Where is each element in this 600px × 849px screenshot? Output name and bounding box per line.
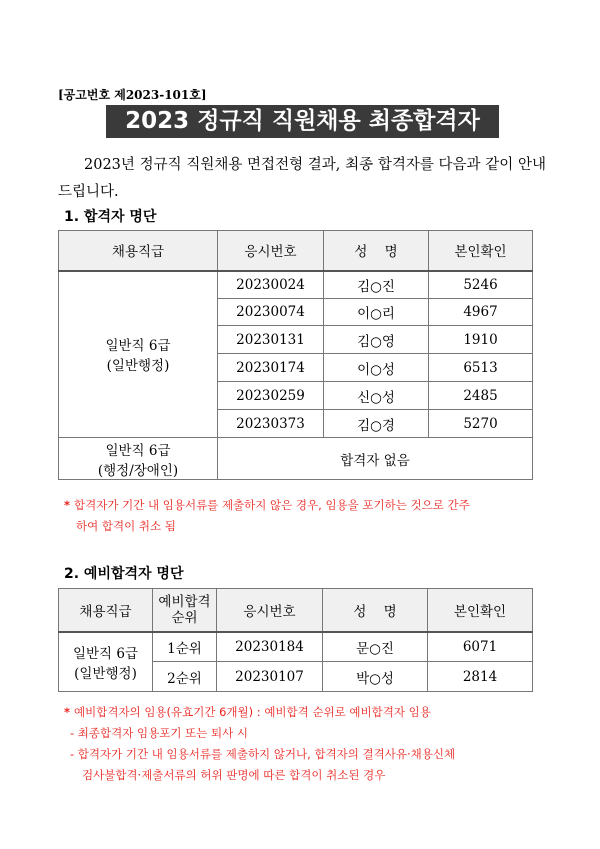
position-detail: (행정/장애인)	[97, 462, 179, 479]
identity-check: 4967	[429, 299, 533, 326]
note-line: - 최종합격자 임용포기 또는 퇴사 시	[70, 726, 248, 740]
header-rank-line2: 순위	[171, 609, 198, 626]
note-line: 예비합격자의 임용(유효기간 6개월) : 예비합격 순위로 예비합격자 임용	[74, 705, 431, 719]
applicant-name: 김○경	[324, 410, 429, 438]
identity-check: 1910	[429, 326, 533, 354]
applicant-id: 20230024	[218, 271, 324, 299]
table-header-row	[59, 231, 533, 271]
reserve-rank: 1순위	[153, 632, 217, 662]
applicant-id: 20230259	[218, 382, 324, 410]
applicant-name: 이○리	[324, 299, 429, 326]
note-line: 검사불합격·제출서류의 허위 판명에 따른 합격이 취소된 경우	[82, 768, 386, 782]
position-cell	[59, 632, 153, 692]
intro-paragraph: 2023년 정규직 직원채용 면접전형 결과, 최종 합격자를 다음과 같이 안내드립니다.	[58, 157, 546, 200]
position-cell	[59, 438, 218, 480]
header-check: 본인확인	[428, 589, 533, 632]
position-label: 일반직 6급	[72, 645, 139, 662]
header-name: 성 명	[324, 231, 429, 271]
section2-heading: 2. 예비합격자 명단	[64, 566, 184, 582]
header-rank-line1: 예비합격	[158, 593, 211, 610]
identity-check: 2485	[429, 382, 533, 410]
no-finalists-cell: 합격자 없음	[218, 438, 533, 480]
identity-check: 5270	[429, 410, 533, 438]
table-row	[59, 438, 533, 480]
position-cell	[59, 271, 218, 438]
finalists-table	[58, 230, 533, 480]
applicant-id: 20230373	[218, 410, 324, 438]
applicant-id: 20230107	[217, 662, 323, 692]
identity-check: 6071	[428, 632, 533, 662]
notice-number: [공고번호 제2023-101호]	[58, 88, 207, 102]
applicant-name: 박○성	[323, 662, 428, 692]
note-line: 하여 합격이 취소 됨	[76, 519, 176, 533]
reserve-rank: 2순위	[153, 662, 217, 692]
applicant-name: 이○성	[324, 354, 429, 382]
header-name: 성 명	[323, 589, 428, 632]
note-star: *	[64, 498, 71, 512]
section2-note	[64, 702, 546, 786]
position-label: 일반직 6급	[105, 338, 171, 355]
header-check: 본인확인	[429, 231, 533, 271]
table-row	[59, 632, 533, 662]
table-header-row	[59, 589, 533, 632]
note-line: 합격자가 기간 내 임용서류를 제출하지 않은 경우, 임용을 포기하는 것으로 간주	[74, 498, 470, 512]
position-detail: (일반행정)	[74, 665, 137, 682]
identity-check: 2814	[428, 662, 533, 692]
applicant-name: 문○진	[323, 632, 428, 662]
applicant-id: 20230174	[218, 354, 324, 382]
position-label: 일반직 6급	[105, 442, 171, 459]
applicant-id: 20230184	[217, 632, 323, 662]
section1-note	[64, 495, 546, 537]
note-star: *	[64, 705, 71, 719]
reserve-table	[58, 588, 533, 692]
identity-check: 6513	[429, 354, 533, 382]
section1-heading: 1. 합격자 명단	[64, 209, 157, 225]
identity-check: 5246	[429, 271, 533, 299]
applicant-id: 20230074	[218, 299, 324, 326]
header-id: 응시번호	[217, 589, 323, 632]
page-title: 2023 정규직 직원채용 최종합격자	[106, 105, 499, 138]
header-position: 채용직급	[59, 589, 153, 632]
position-detail: (일반행정)	[106, 358, 170, 375]
table-row	[59, 271, 533, 299]
header-id: 응시번호	[218, 231, 324, 271]
header-position: 채용직급	[59, 231, 218, 271]
applicant-id: 20230131	[218, 326, 324, 354]
applicant-name: 김○영	[324, 326, 429, 354]
applicant-name: 김○진	[324, 271, 429, 299]
note-line: - 합격자가 기간 내 임용서류를 제출하지 않거나, 합격자의 결격사유·채용신체	[70, 747, 456, 761]
applicant-name: 신○성	[324, 382, 429, 410]
header-rank	[153, 589, 217, 632]
